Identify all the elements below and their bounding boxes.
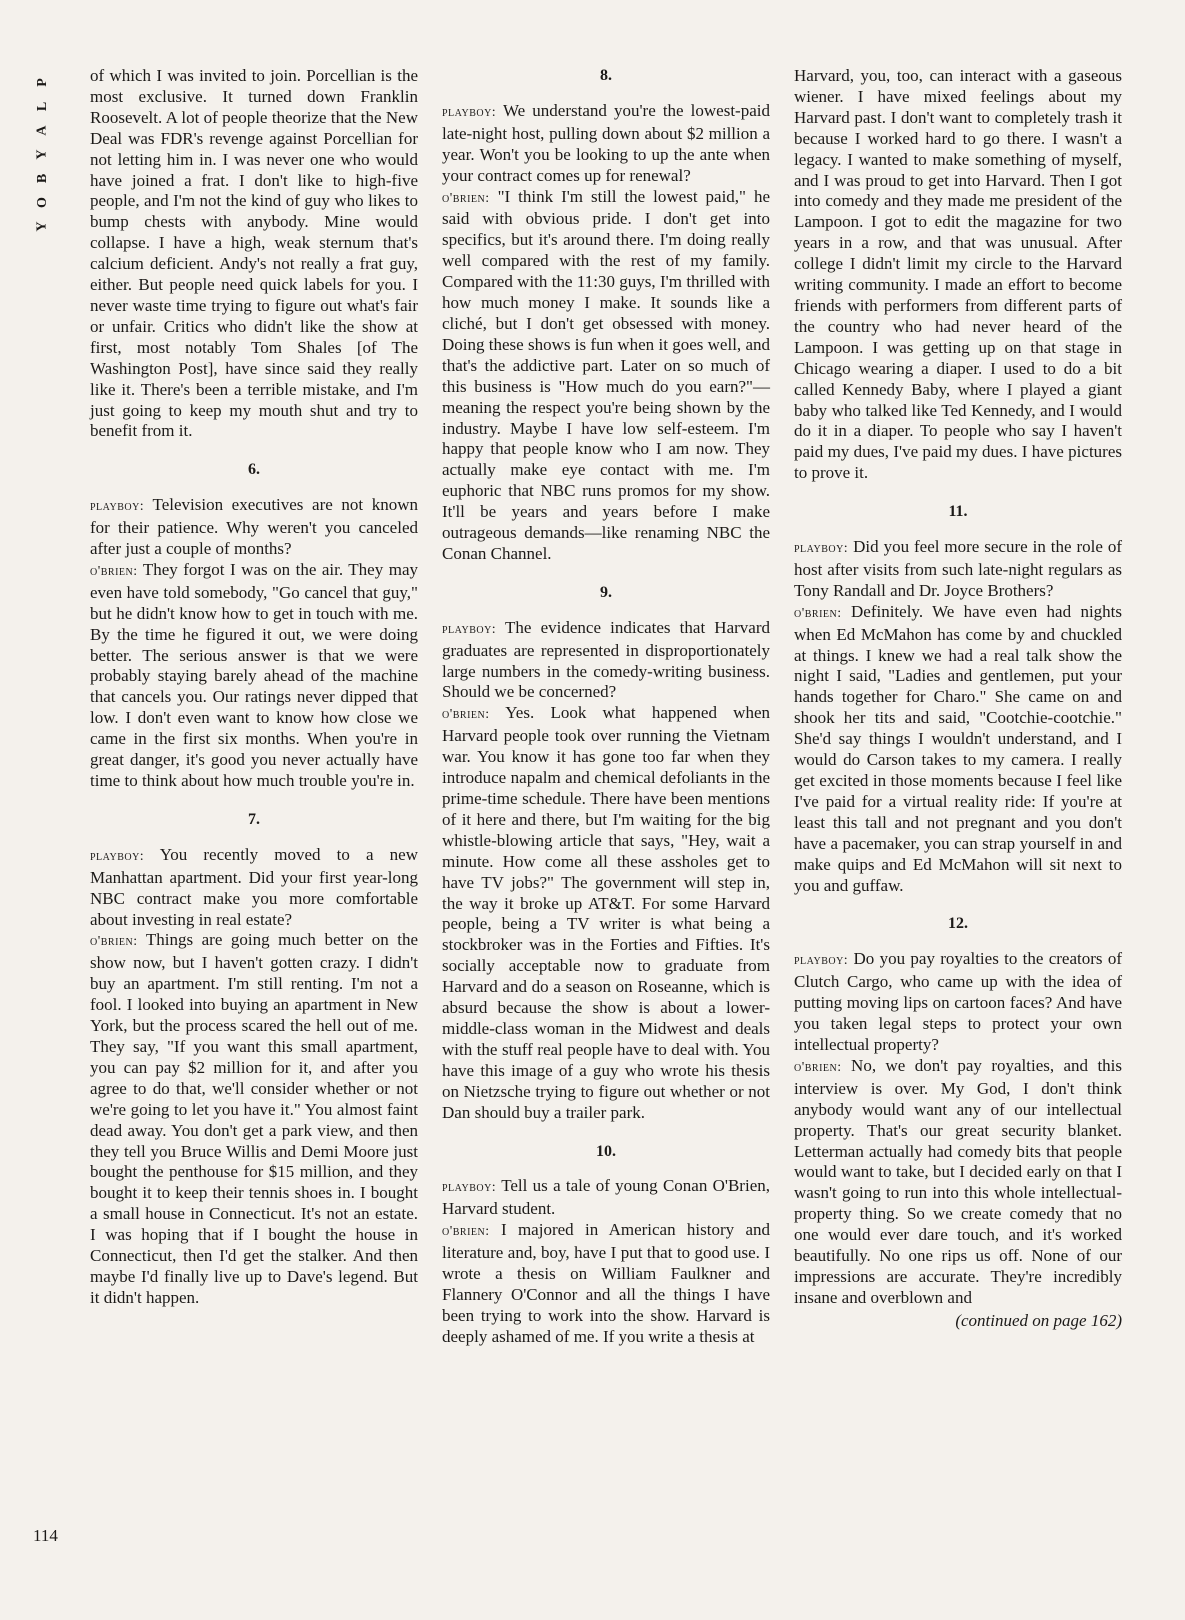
speaker-label: playboy: bbox=[794, 953, 849, 969]
question bbox=[794, 537, 1122, 602]
speaker-label: o'brien: bbox=[794, 1059, 842, 1075]
answer bbox=[794, 1056, 1122, 1309]
question-number: 12. bbox=[948, 915, 968, 933]
question-text: Did you feel more secure in the role of host after visits from such late-night regulars as Tony Randall and Dr. Joyce Brothers? bbox=[794, 537, 1122, 600]
question-number: 7. bbox=[248, 810, 260, 828]
masthead-letter: Y bbox=[35, 220, 50, 232]
speaker-label: playboy: bbox=[90, 848, 145, 864]
masthead-letter: B bbox=[35, 172, 50, 184]
question-number: 10. bbox=[596, 1142, 616, 1160]
question-text: Do you pay royalties to the creators of Clutch Cargo, who came up with the idea of putting moving lips on cartoon faces? And have you taken legal steps to protect your own intellectual property? bbox=[794, 949, 1122, 1054]
paragraph: of which I was invited to join. Porcellian is the most exclusive. It turned down Franklin Roosevelt. A lot of people theorize that the New Deal was FDR's revenge against Porcellian for not letting him in. I was never one who would have joined a frat. I don't like to high-five people, and I'm not the kind of guy who likes to bump chests with anybody. Mine would collapse. I have a high, weak sternum that's calcium deficient. Andy's not really a frat guy, either. But people need quick labels for you. I never waste time trying to figure out what's fair or unfair. Critics who didn't like the show at first, most notably Tom Shales [of The Washington Post], have since said they really like it. There's been a terrible mistake, and I'm just going to keep my mouth shut and try to benefit from it. bbox=[90, 66, 418, 441]
answer-text: I majored in American history and literature and, boy, have I put that to good use. I wrote a thesis on William Faulkner and Flannery O'Connor and all the things I have been trying to work into the show. Harvard is deeply ashamed of me. If you write a thesis at bbox=[442, 1220, 771, 1346]
answer bbox=[442, 1220, 770, 1347]
question bbox=[794, 949, 1122, 1056]
question-text: The evidence indicates that Harvard graduates are represented in disproportionately large numbers in the comedy-writing business. Should we be concerned? bbox=[442, 617, 770, 702]
answer-text: No, we don't pay royalties, and this interview is over. My God, I don't think anybody would want any of our intellectual property. That's our great security blanket. Letterman actually had comedy bits that people would want to take, but I decided early on that I wasn't going to run into this whole intellectual-property thing. So we create comedy that no one would ever dare touch, and it's worked beautifully. No one rips us off. None of our impressions are accurate. They're incredibly insane and overblown and bbox=[794, 1055, 1123, 1307]
speaker-label: playboy: bbox=[442, 104, 497, 120]
answer bbox=[90, 930, 418, 1308]
question-number: 11. bbox=[948, 503, 968, 521]
answer-text: Definitely. We have even had nights when Ed McMahon has come by and chuckled at things. I knew we had a real talk show the night I said, "Ladies and gentlemen, put your hands together for Charo." She came on and shook her tits and said, "Cootchie-cootchie." She'd say things I wouldn't understand, and I would do Carson takes to my camera. I really get excited in those moments because I feel like I've paid for a virtual reality ride: If you're at least this tall and not pregnant and you don't have a pacemaker, you can strap yourself in and make quips and Ed McMahon will sit next to you and guffaw. bbox=[794, 601, 1123, 895]
masthead-letter: P bbox=[35, 77, 50, 87]
answer bbox=[90, 560, 418, 792]
masthead-letter: A bbox=[35, 124, 50, 136]
answer-text: They forgot I was on the air. They may even have told somebody, "Go cancel that guy," but he didn't know how to get in touch with me. By the time he figured it out, we were doing better. The serious answer is that we were probably staying barely ahead of the machine that cancels you. Our ratings never dipped that low. I don't even want to know how close we came in the first six months. When you're in great danger, it's good you never actually have time to think about how much trouble you're in. bbox=[90, 559, 418, 790]
question-text: Television executives are not known for their patience. Why weren't you canceled after just a couple of months? bbox=[90, 495, 418, 559]
question bbox=[90, 845, 418, 931]
question bbox=[442, 618, 770, 704]
masthead-letter: O bbox=[34, 196, 50, 208]
speaker-label: playboy: bbox=[90, 499, 145, 515]
answer bbox=[794, 602, 1122, 897]
question-number: 9. bbox=[600, 583, 612, 601]
question-number: 8. bbox=[600, 67, 612, 84]
question bbox=[442, 101, 770, 187]
speaker-label: o'brien: bbox=[90, 563, 138, 579]
answer bbox=[442, 703, 770, 1123]
speaker-label: o'brien: bbox=[90, 934, 138, 950]
playboy-masthead bbox=[32, 70, 54, 238]
answer-text: Yes. Look what happened when Harvard people took over running the Vietnam war. You know it has gone too far when they introduce napalm and chemical defoliants in the prime-time schedule. There have been mentions of it here and there, but I'm waiting for the big whistle-blowing article that says, "Hey, wait a minute. How come all these assholes get to have TV jobs?" The government will step in, the way it broke up AT&T. For some Harvard people, being a TV writer is what being a stockbroker was in the Forties and Fifties. It's socially acceptable now to graduate from Harvard and do a season on Roseanne, which is absurd because the show is about a lower-middle-class woman in the Midwest and deals with the stuff real people have to deal with. You have this image of a guy who wrote his thesis on Nietzsche trying to figure out whether or not Dan should buy a trailer park. bbox=[442, 703, 770, 1122]
speaker-label: playboy: bbox=[442, 1180, 497, 1196]
question-text: Tell us a tale of young Conan O'Brien, Harvard student. bbox=[442, 1176, 770, 1219]
answer-text: "I think I'm still the lowest paid," he said with obvious pride. I don't get into specifics, but it's around there. I'm doing really well compared with the rest of my family. Compared with the 11:30 guys, I'm thrilled with how much money I make. It sounds like a cliché, but I don't get obsessed with money. Doing these shows is fun when it goes well, and that's the addictive part. Later on so much of this business is "How much do you earn?"—meaning the respect you're being shown by the industry. Maybe I have low self-esteem. I'm happy that people know who I am now. They actually make eye contact with me. I'm euphoric that NBC runs promos for my show. It'll be years and years before I make outrageous demands—like renaming NBC the Conan Channel. bbox=[442, 186, 770, 563]
question-text: You recently moved to a new Manhattan apartment. Did your first year-long NBC contract make you more comfortable about investing in real estate? bbox=[90, 844, 418, 929]
speaker-label: o'brien: bbox=[442, 1224, 490, 1240]
question-number: 6. bbox=[248, 461, 260, 479]
speaker-label: o'brien: bbox=[442, 190, 490, 206]
continued-note: (continued on page 162) bbox=[955, 1310, 1122, 1330]
column-2 bbox=[442, 66, 770, 1348]
speaker-label: o'brien: bbox=[442, 707, 490, 723]
masthead-letter: Y bbox=[35, 148, 50, 160]
question bbox=[90, 495, 418, 560]
page-number: 114 bbox=[33, 1526, 58, 1545]
answer-text: Things are going much better on the show now, but I haven't gotten crazy. I didn't buy an apartment. I'm still renting. I'm not a fool. I looked into buying an apartment in New York, but the process scared the hell out of me. They say, "If you want this small apartment, you can pay $2 million for it, and after you agree to do that, we'll consider whether or not we're going to let you have it." You almost faint dead away. You don't get a park view, and then they tell you Bruce Willis and Demi Moore just bought the penthouse for $15 million, and they bought it to keep their tennis shoes in. I bought a small house in Connecticut. It's not an estate. I was hoping that if I bought the house in Connecticut, then I'd get the stalker. And then maybe I'd finally live up to Dave's legend. But it didn't happen. bbox=[90, 930, 418, 1307]
question-text: We understand you're the lowest-paid late-night host, pulling down about $2 million a year. Won't you be looking to up the ante when your contract comes up for renewal? bbox=[442, 100, 770, 185]
paragraph: Harvard, you, too, can interact with a gaseous wiener. I have mixed feelings about my Harvard past. I don't want to completely trash it because I worked hard to go there. I wasn't a legacy. I wanted to make something of myself, and I was proud to get into Harvard. Then I got into comedy and they made me president of the Lampoon. I got to edit the magazine for two years in a row, and that was unusual. After college I didn't limit my circle to the Harvard writing community. I made an effort to become friends with performers from different parts of the country who had never heard of the Lampoon. I was getting up on that stage in Chicago wearing a diaper. I used to do a bit called Kennedy Baby, where I played a giant baby who talked like Ted Kennedy, and I would do it in a diaper. To people who say I haven't paid my dues, I've paid my dues. I have pictures to prove it. bbox=[794, 66, 1122, 483]
speaker-label: o'brien: bbox=[794, 605, 842, 621]
speaker-label: playboy: bbox=[442, 621, 497, 637]
question bbox=[442, 1176, 770, 1220]
column-3 bbox=[794, 66, 1122, 1332]
speaker-label: playboy: bbox=[794, 541, 849, 557]
answer bbox=[442, 187, 770, 565]
column-1 bbox=[90, 66, 418, 1309]
masthead-letter: L bbox=[35, 100, 50, 112]
